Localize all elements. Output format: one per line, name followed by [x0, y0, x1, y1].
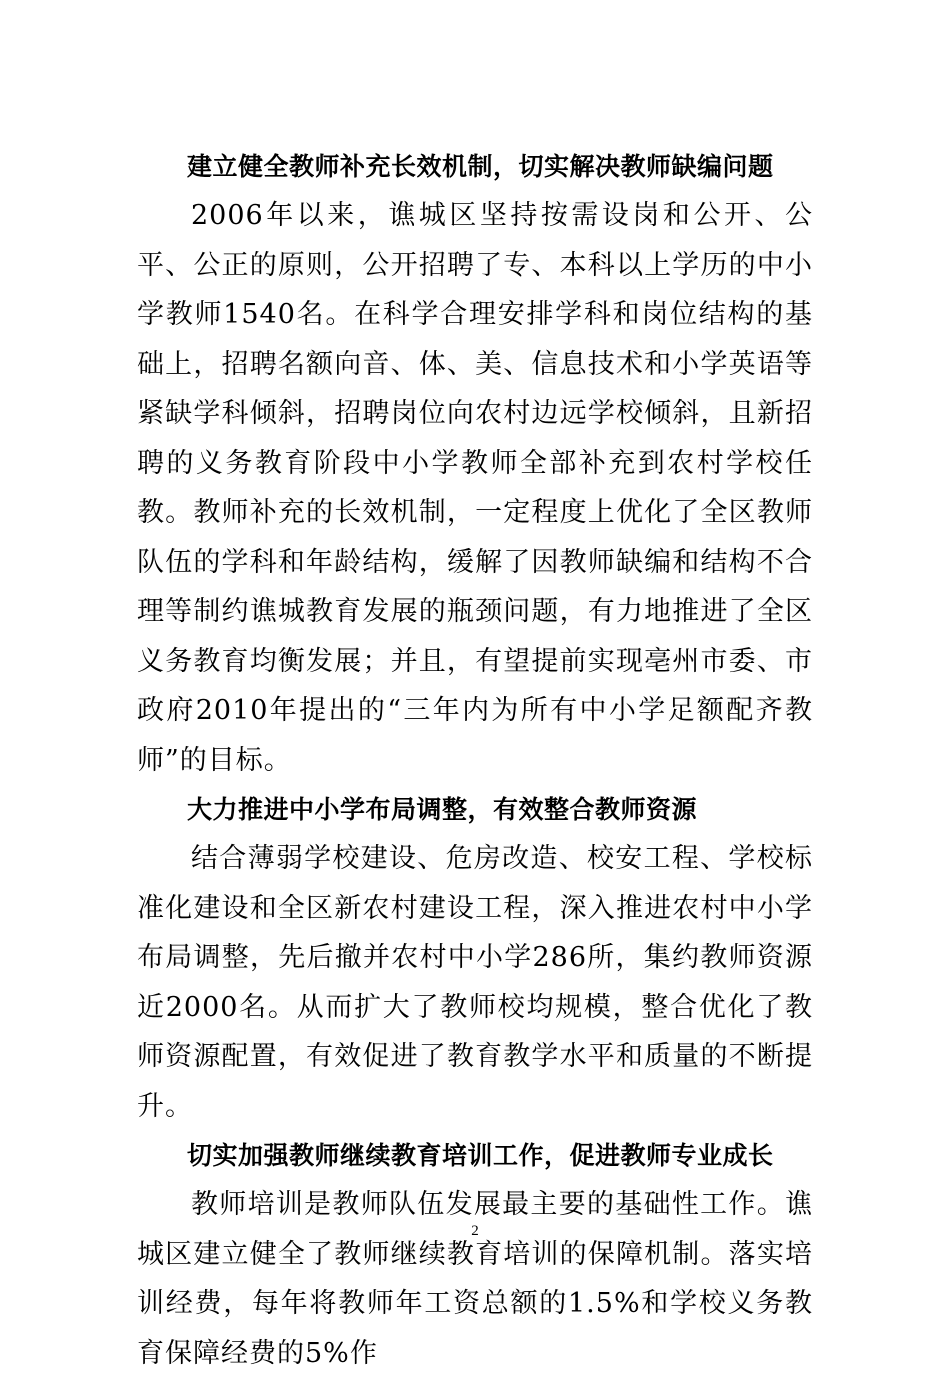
page-content: [137, 142, 813, 1378]
section-body-teacher-supplement: 2006年以来，谯城区坚持按需设岗和公开、公平、公正的原则，公开招聘了专、本科以上学历的中小学教师1540名。在科学合理安排学科和岗位结构的基础上，招聘名额向音、体、美、信息技术和小学英语等紧缺学科倾斜，招聘岗位向农村边远学校倾斜，且新招聘的义务教育阶段中小学教师全部补充到农村学校任教。教师补充的长效机制，一定程度上优化了全区教师队伍的学科和年龄结构，缓解了因教师缺编和结构不合理等制约谯城教育发展的瓶颈问题，有力地推进了全区义务教育均衡发展；并且，有望提前实现亳州市委、市政府2010年提出的“三年内为所有中小学足额配齐教师”的目标。: [137, 200, 813, 776]
section-body-school-layout: 结合薄弱学校建设、危房改造、校安工程、学校标准化建设和全区新农村建设工程，深入推进农村中小学布局调整，先后撤并农村中小学286所，集约教师资源近2000名。从而扩大了教师校均规模，整合优化了教师资源配置，有效促进了教育教学水平和质量的不断提升。: [137, 843, 813, 1122]
section-heading-teacher-supplement: 建立健全教师补充长效机制，切实解决教师缺编问题: [187, 152, 774, 181]
section-heading-school-layout: 大力推进中小学布局调整，有效整合教师资源: [187, 795, 698, 824]
section-body-teacher-training: 教师培训是教师队伍发展最主要的基础性工作。谯城区建立健全了教师继续教育培训的保障机制。落实培训经费，每年将教师年工资总额的1.5%和学校义务教育保障经费的5%作: [137, 1189, 813, 1369]
section-heading-teacher-training: 切实加强教师继续教育培训工作，促进教师专业成长: [187, 1141, 774, 1170]
page-number: 2: [471, 1223, 479, 1239]
